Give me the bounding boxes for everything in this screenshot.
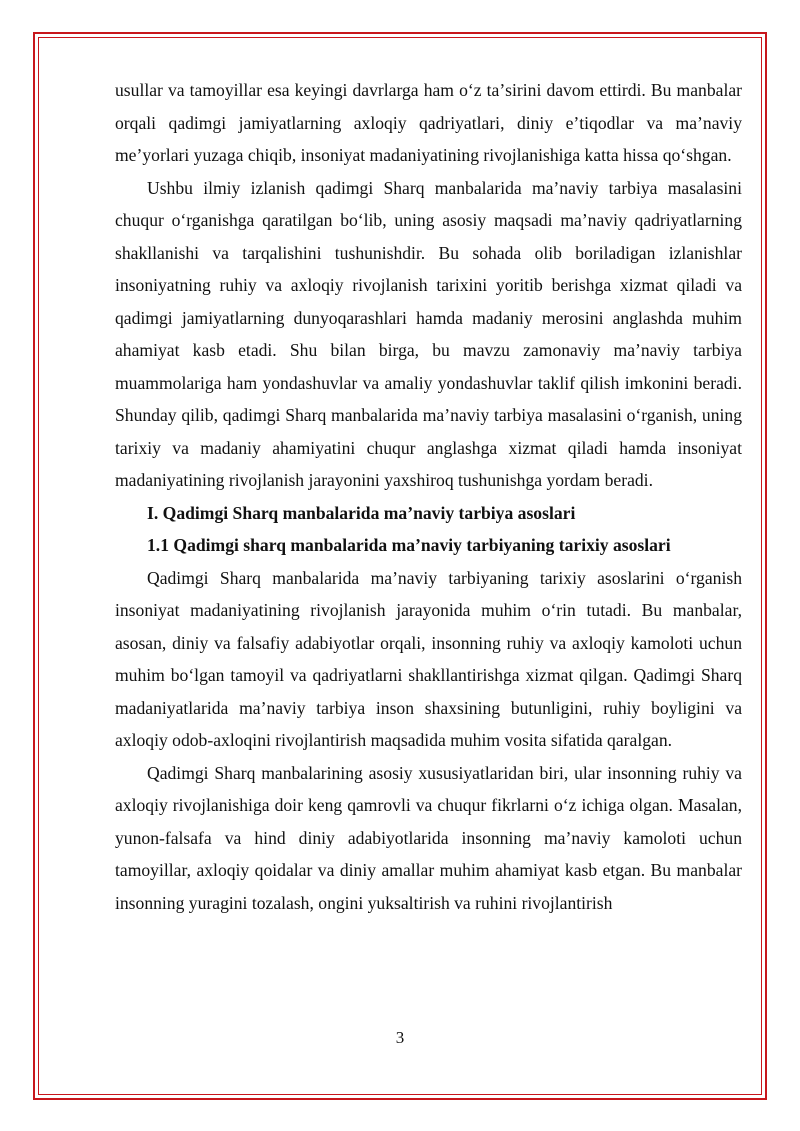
subsection-heading: 1.1 Qadimgi sharq manbalarida maʼnaviy tarbiyaning tarixiy asoslari	[147, 535, 671, 555]
paragraph-1: usullar va tamoyillar esa keyingi davrlarga ham oʻz taʼsirini davom ettirdi. Bu manbalar orqali qadimgi jamiyatlarning axloqiy qadriyatlari, diniy eʼtiqodlar va maʼnaviy meʼyorlari yuzaga chiqib, insoniyat madaniyatining rivojlanishiga katta hissa qoʻshgan.	[115, 80, 742, 165]
paragraph-2: Ushbu ilmiy izlanish qadimgi Sharq manbalarida maʼnaviy tarbiya masalasini chuqur oʻrganishga qaratilgan boʻlib, uning asosiy maqsadi maʼnaviy qadriyatlarning shakllanishi va tarqalishini tushunishdir. Bu sohada olib boriladigan izlanishlar insoniyatning ruhiy va axloqiy rivojlanish tarixini yoritib berishga xizmat qiladi va qadimgi jamiyatlarning dunyoqarashlari hamda madaniy merosini anglashda muhim ahamiyat kasb etadi. Shu bilan birga, bu mavzu zamonaviy maʼnaviy tarbiya muammolariga ham yondashuvlar va amaliy yondashuvlar taklif qilish imkonini beradi. Shunday qilib, qadimgi Sharq manbalarida maʼnaviy tarbiya masalasini oʻrganish, uning tarixiy va madaniy ahamiyatini chuqur anglashga xizmat qiladi hamda insoniyat madaniyatining rivojlanish jarayonini yaxshiroq tushunishga yordam beradi.	[115, 177, 742, 490]
section-heading: I. Qadimgi Sharq manbalarida maʼnaviy tarbiya asoslari	[147, 502, 576, 523]
page-body	[115, 74, 742, 919]
page-number: 3	[395, 1028, 405, 1047]
paragraph-3: Qadimgi Sharq manbalarida maʼnaviy tarbiyaning tarixiy asoslarini oʻrganish insoniyat madaniyatining rivojlanish jarayonida muhim oʻrin tutadi. Bu manbalar, asosan, diniy va falsafiy adabiyotlar orqali, insonning ruhiy va axloqiy kamoloti uchun muhim boʻlgan tamoyil va qadriyatlarni shakllantirishga xizmat qilgan. Qadimgi Sharq madaniyatlarida maʼnaviy tarbiya inson shaxsining butunligini, ruhiy boyligini va axloqiy odob-axloqini rivojlantirish maqsadida muhim vosita sifatida qaralgan.	[115, 567, 742, 750]
paragraph-4: Qadimgi Sharq manbalarining asosiy xususiyatlaridan biri, ular insonning ruhiy va axloqiy rivojlanishiga doir keng qamrovli va chuqur fikrlarni oʻz ichiga olgan. Masalan, yunon-falsafa va hind diniy adabiyotlarida insonning maʼnaviy kamoloti uchun tamoyillar, axloqiy qoidalar va diniy amallar muhim ahamiyat kasb etgan. Bu manbalar insonning yuragini tozalash, ongini yuksaltirish va ruhini rivojlantirish	[115, 762, 742, 913]
